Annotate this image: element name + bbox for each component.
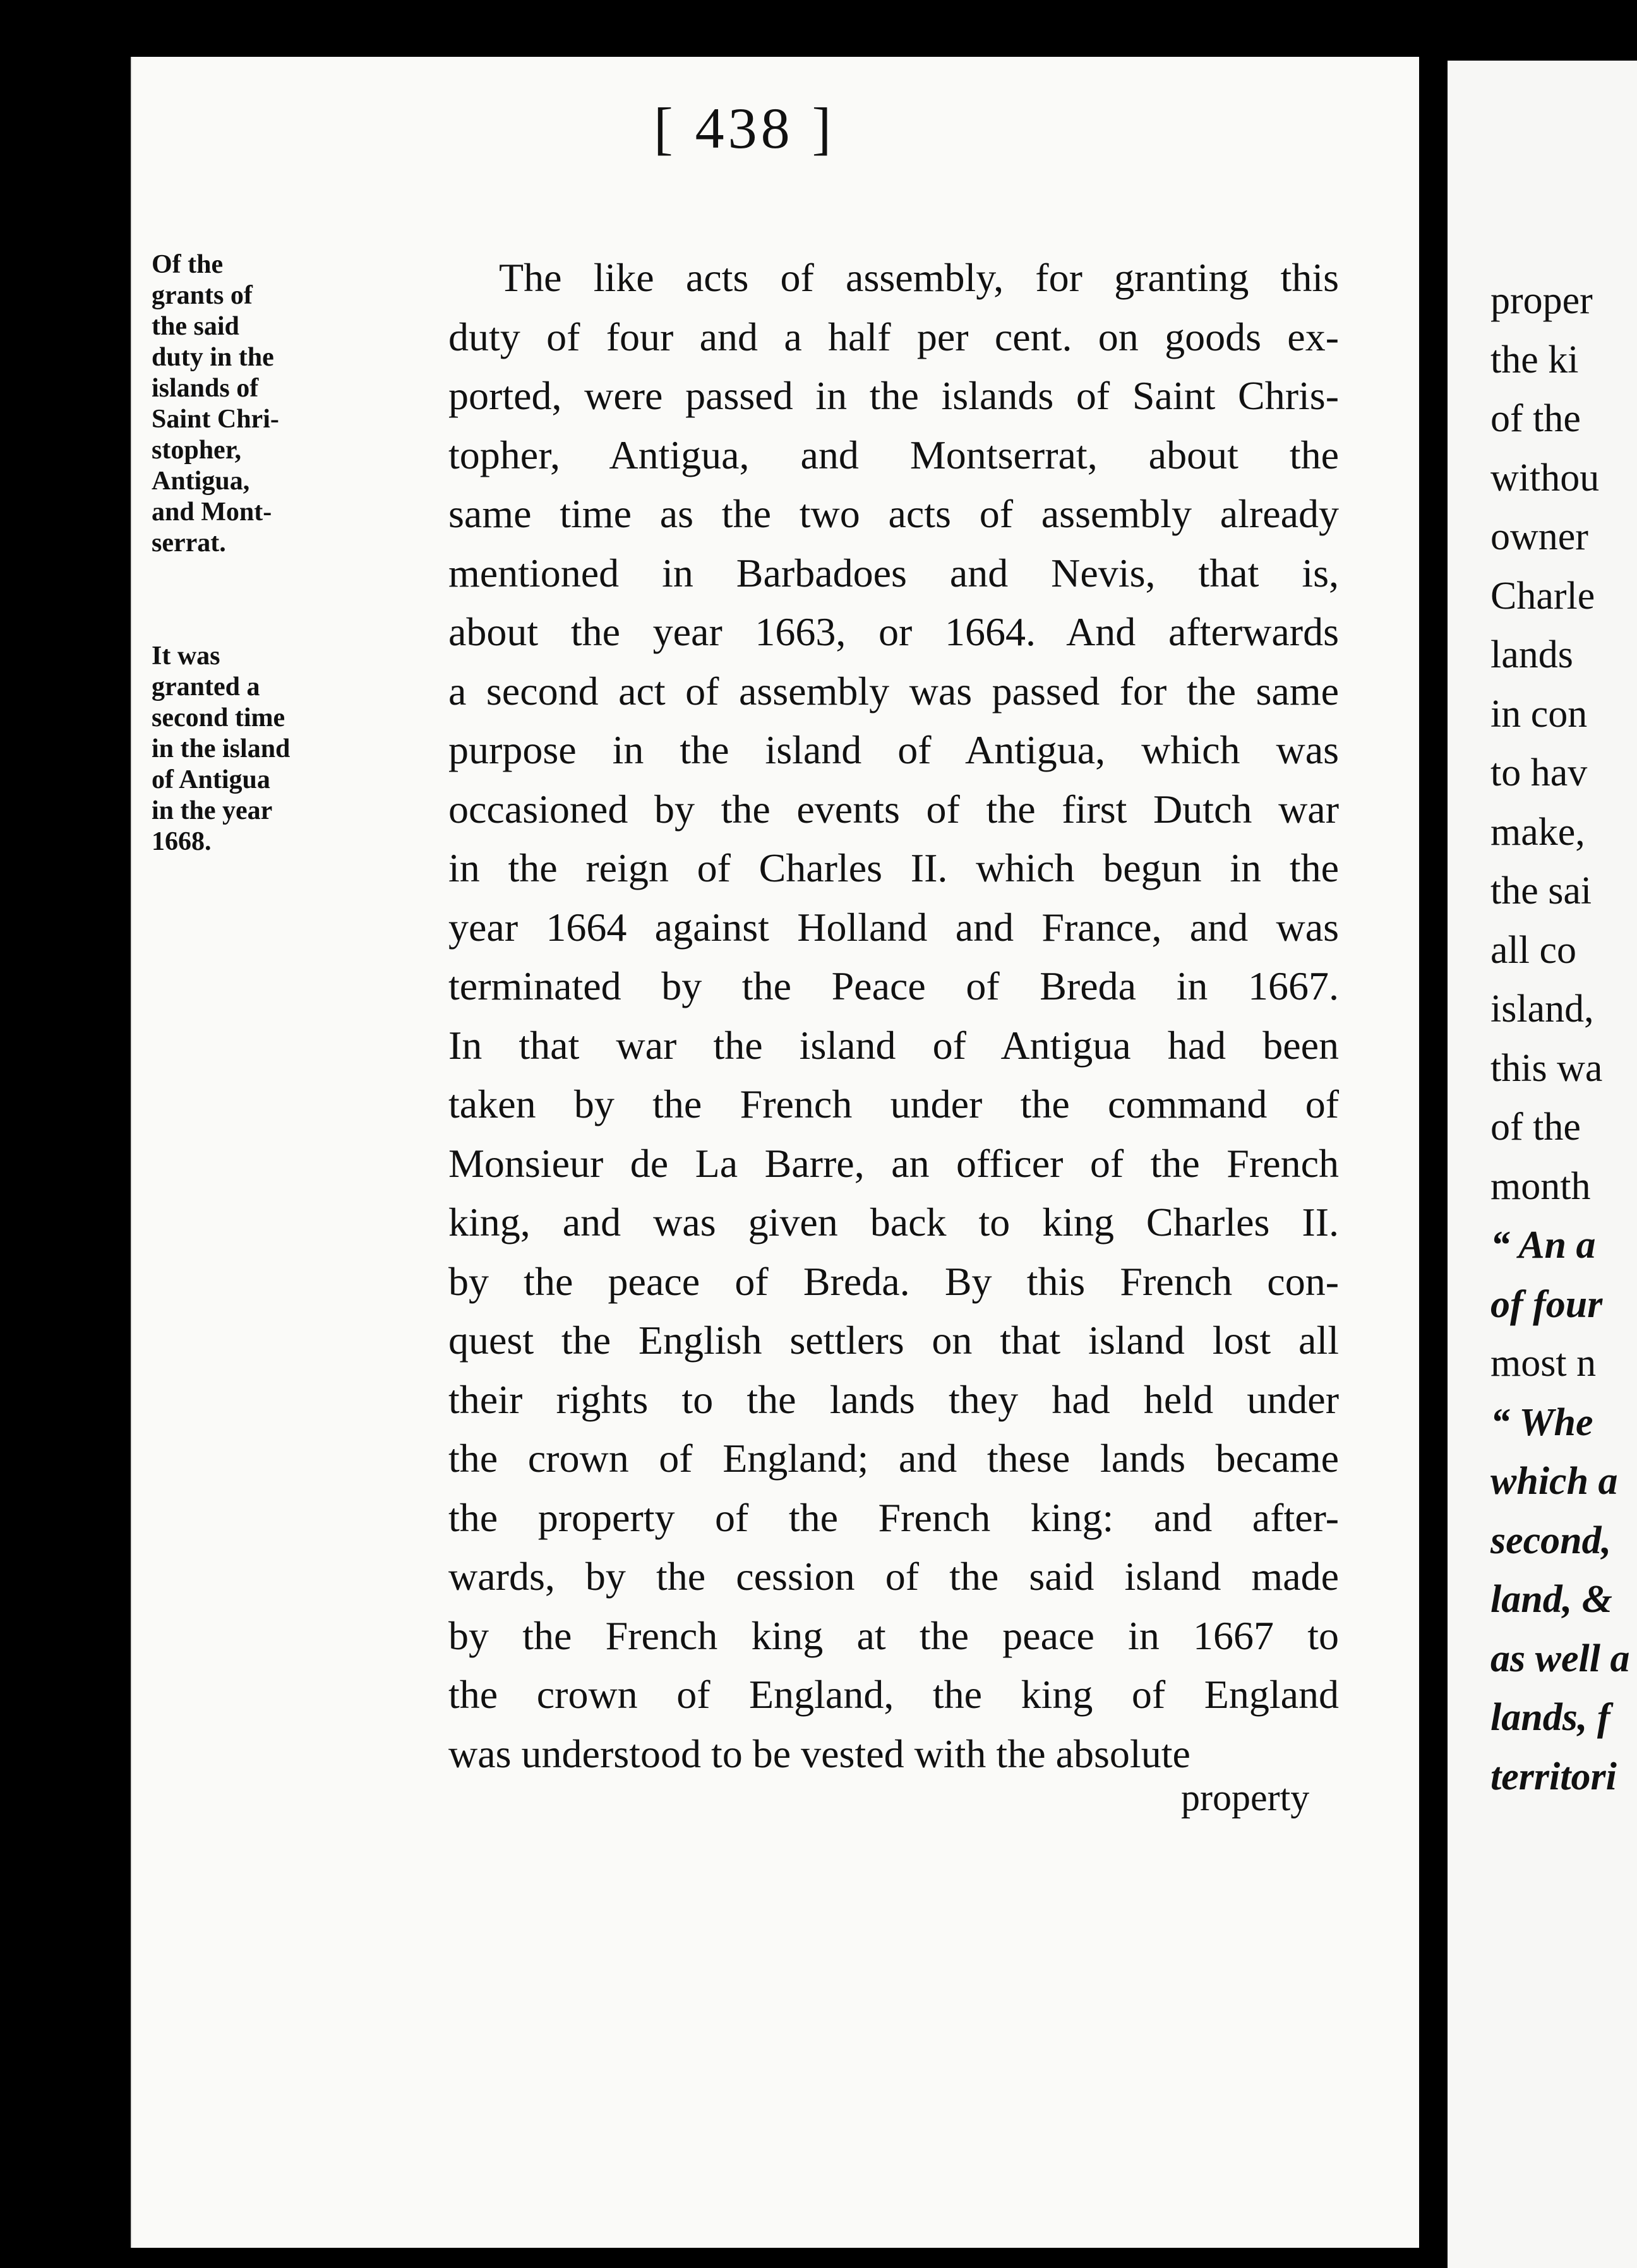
facing-page-line: lands, f: [1490, 1696, 1610, 1739]
body-line: by the peace of Breda. By this French con-: [448, 1258, 1339, 1304]
margin-note-line: granted a: [152, 672, 260, 701]
body-line: by the French king at the peace in 1667 to: [448, 1613, 1339, 1658]
facing-page-line: island,: [1490, 988, 1594, 1030]
book-gutter: [1419, 51, 1448, 2268]
margin-note-line: stopher,: [152, 436, 241, 465]
facing-page-line: owner: [1490, 515, 1588, 558]
body-line: taken by the French under the command of: [448, 1082, 1339, 1126]
body-line: a second act of assembly was passed for the same: [448, 668, 1339, 713]
margin-note-line: Antigua,: [152, 467, 250, 496]
facing-page-text: [1490, 272, 1629, 1806]
margin-note-line: It was: [152, 642, 220, 671]
margin-note-line: second time: [152, 703, 285, 732]
body-line: was understood to be vested with the absolute: [448, 1731, 1190, 1776]
body-line: occasioned by the events of the first Dutch war: [448, 786, 1339, 832]
facing-page-line: of four: [1490, 1282, 1603, 1326]
body-line: in the reign of Charles II. which begun in the: [448, 845, 1339, 890]
facing-page-line: withou: [1490, 456, 1600, 499]
facing-page-line: proper: [1490, 279, 1593, 322]
body-line: topher, Antigua, and Montserrat, about the: [448, 432, 1339, 477]
facing-page-line: all co: [1490, 928, 1576, 972]
facing-page-line: most n: [1490, 1342, 1597, 1385]
margin-note-grants: [152, 249, 429, 559]
margin-note-line: Of the: [152, 250, 224, 279]
catchword: property: [1181, 1777, 1310, 1818]
body-line: king, and was given back to king Charles II.: [448, 1200, 1339, 1244]
facing-page-line: “ Whe: [1490, 1400, 1593, 1444]
margin-note-line: the said: [152, 312, 239, 341]
margin-note-line: 1668.: [152, 827, 212, 856]
body-line: the property of the French king: and after-: [448, 1495, 1339, 1540]
body-line: Monsieur de La Barre, an officer of the French: [448, 1140, 1339, 1186]
body-line: In that war the island of Antigua had been: [448, 1022, 1339, 1068]
margin-note-antigua: [152, 641, 429, 857]
page-number: [ 438 ]: [654, 96, 836, 160]
facing-page-line: month: [1490, 1164, 1591, 1208]
facing-page-line: to hav: [1490, 751, 1588, 794]
facing-page-line: territori: [1490, 1755, 1617, 1798]
margin-note-line: in the island: [152, 734, 291, 763]
margin-note-line: duty in the: [152, 343, 274, 372]
body-text: [448, 248, 1339, 1783]
body-line: their rights to the lands they had held under: [448, 1376, 1339, 1422]
margin-note-line: Saint Chri-: [152, 405, 279, 434]
facing-page-line: this wa: [1490, 1046, 1603, 1090]
body-line: same time as the two acts of assembly already: [448, 491, 1339, 536]
facing-page-line: of the: [1490, 1106, 1581, 1149]
body-line: terminated by the Peace of Breda in 1667.: [448, 964, 1339, 1008]
body-line: the crown of England, the king of England: [448, 1672, 1339, 1717]
facing-page-line: as well a: [1490, 1637, 1630, 1680]
body-line: duty of four and a half per cent. on goods ex-: [448, 314, 1339, 359]
body-line: quest the English settlers on that island lost all: [448, 1318, 1339, 1363]
facing-page-line: which a: [1490, 1460, 1618, 1503]
facing-page-line: the ki: [1490, 338, 1579, 381]
margin-note-line: islands of: [152, 374, 259, 403]
body-line: purpose in the island of Antigua, which was: [448, 727, 1339, 772]
facing-page-line: lands: [1490, 633, 1573, 676]
facing-page-line: Charle: [1490, 574, 1595, 618]
facing-page-line: “ An a: [1490, 1224, 1596, 1267]
facing-page-line: in con: [1490, 692, 1588, 736]
facing-page-line: the sai: [1490, 869, 1592, 912]
facing-page-line: land, &: [1490, 1578, 1612, 1621]
body-line: mentioned in Barbadoes and Nevis, that is,: [448, 550, 1339, 595]
facing-page-line: of the: [1490, 397, 1581, 440]
body-line: wards, by the cession of the said island made: [448, 1554, 1339, 1599]
body-line: The like acts of assembly, for granting this: [499, 255, 1339, 300]
body-line: ported, were passed in the islands of Saint Chris-: [448, 373, 1339, 418]
margin-note-line: and Mont-: [152, 498, 272, 527]
margin-note-line: serrat.: [152, 528, 226, 558]
body-line: year 1664 against Holland and France, and was: [448, 904, 1339, 950]
margin-note-line: in the year: [152, 796, 273, 825]
body-line: the crown of England; and these lands became: [448, 1436, 1339, 1481]
margin-note-line: grants of: [152, 281, 253, 310]
facing-page-line: make,: [1490, 810, 1585, 854]
body-line: about the year 1663, or 1664. And afterwards: [448, 609, 1339, 654]
margin-note-line: of Antigua: [152, 765, 270, 794]
facing-page-line: second,: [1490, 1519, 1612, 1562]
